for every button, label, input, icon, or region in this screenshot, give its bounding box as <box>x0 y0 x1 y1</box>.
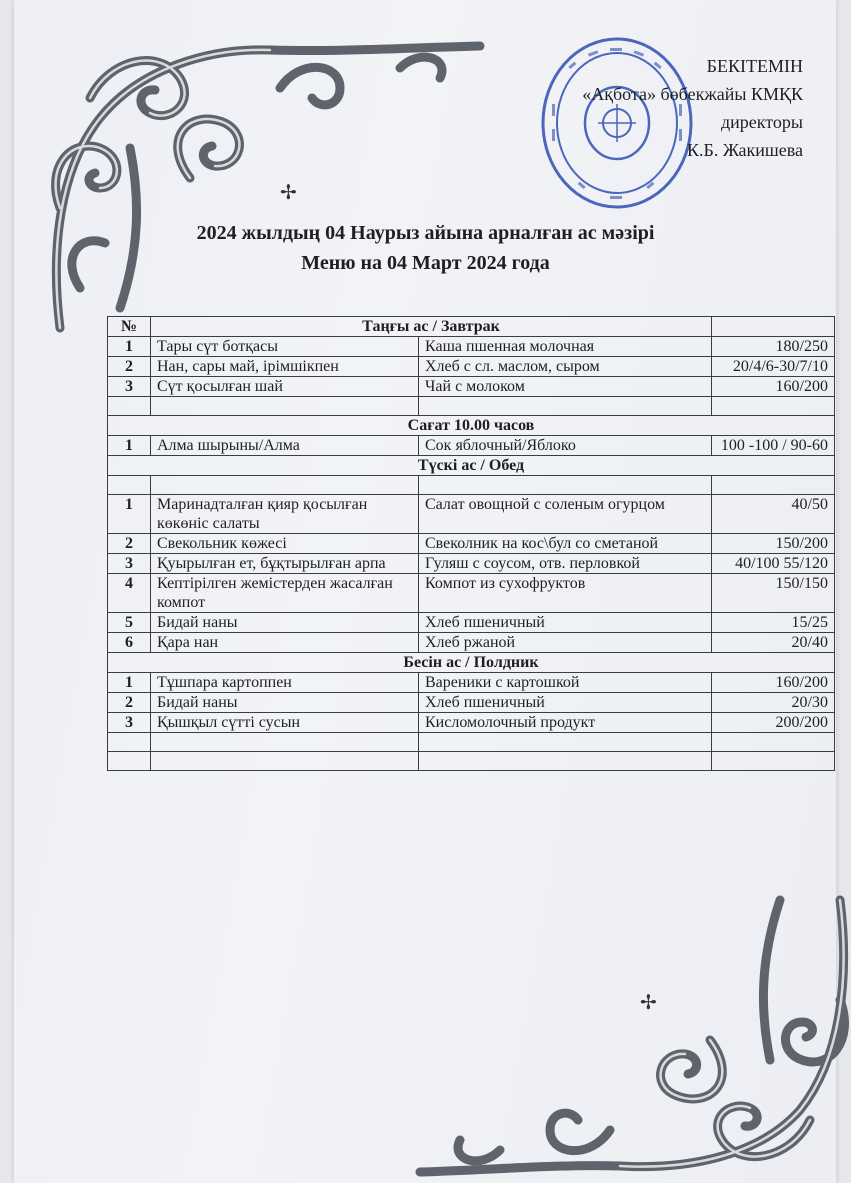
approval-line-3: директоры <box>720 112 803 132</box>
cell-quantity: 20/40 <box>712 633 835 653</box>
cell-quantity: 160/200 <box>712 377 835 397</box>
section-header-row <box>108 653 835 673</box>
cell-russian: Вареники с картошкой <box>419 673 712 693</box>
table-row <box>108 673 835 693</box>
cell-kazakh <box>151 476 419 495</box>
menu-table <box>107 316 835 771</box>
cell-kazakh: Алма шырыны/Алма <box>151 436 419 456</box>
cell-russian <box>419 476 712 495</box>
cell-kazakh: Қуырылған ет, бұқтырылған арпа <box>151 554 419 574</box>
cell-quantity: 40/100 55/120 <box>712 554 835 574</box>
cell-kazakh: Кептірілген жемістерден жасалған компот <box>151 574 419 613</box>
table-row <box>108 633 835 653</box>
section-header-row <box>108 416 835 436</box>
cell-quantity: 160/200 <box>712 673 835 693</box>
cell-num: 4 <box>108 574 151 613</box>
cell-num: 1 <box>108 495 151 534</box>
approval-line-2: «Ақбота» бөбекжайы КМҚК <box>582 84 803 104</box>
cell-kazakh <box>151 733 419 752</box>
title-kazakh: 2024 жылдың 04 Наурыз айына арналған ас мәзірі <box>196 222 655 244</box>
cell-num: 6 <box>108 633 151 653</box>
cell-quantity: 180/250 <box>712 337 835 357</box>
table-row <box>108 495 835 534</box>
cell-russian <box>419 733 712 752</box>
cell-russian: Хлеб с сл. маслом, сыром <box>419 357 712 377</box>
cross-mark-icon: ✢ <box>280 182 297 204</box>
table-row <box>108 436 835 456</box>
section-header-row <box>108 456 835 476</box>
cell-num <box>108 733 151 752</box>
cell-quantity <box>712 752 835 771</box>
title-russian: Меню на 04 Март 2024 года <box>301 252 550 274</box>
cell-num: 3 <box>108 713 151 733</box>
cell-russian <box>419 397 712 416</box>
cell-russian: Кисломолочный продукт <box>419 713 712 733</box>
section-title: Таңғы ас / Завтрак <box>151 317 712 337</box>
cell-kazakh: Нан, сары май, ірімшікпен <box>151 357 419 377</box>
cell-quantity: 100 -100 / 90-60 <box>712 436 835 456</box>
cell-num <box>108 397 151 416</box>
cell-num: 3 <box>108 554 151 574</box>
table-row <box>108 357 835 377</box>
cell-quantity: 150/150 <box>712 574 835 613</box>
section-title: Түскі ас / Обед <box>108 456 835 476</box>
cell-kazakh: Маринадталған қияр қосылған көкөніс салаты <box>151 495 419 534</box>
cell-russian: Хлеб пшеничный <box>419 693 712 713</box>
cell-quantity: 150/200 <box>712 534 835 554</box>
cell-num: 3 <box>108 377 151 397</box>
corner-ornament-bottom-right-icon <box>410 880 851 1183</box>
section-header-row <box>108 317 835 337</box>
cell-russian: Чай с молоком <box>419 377 712 397</box>
blank-row <box>108 752 835 771</box>
cell-russian: Сок яблочный/Яблоко <box>419 436 712 456</box>
cell-kazakh: Свекольник көжесі <box>151 534 419 554</box>
cell-russian: Свеколник на кос\бул со сметаной <box>419 534 712 554</box>
cell-quantity <box>712 317 835 337</box>
cell-russian: Каша пшенная молочная <box>419 337 712 357</box>
cell-russian: Гуляш с соусом, отв. перловкой <box>419 554 712 574</box>
cross-mark-icon: ✢ <box>640 992 657 1014</box>
cell-num <box>108 476 151 495</box>
cell-num: 2 <box>108 693 151 713</box>
cell-quantity <box>712 397 835 416</box>
cell-kazakh: Сүт қосылған шай <box>151 377 419 397</box>
table-row <box>108 574 835 613</box>
header-num: № <box>108 317 151 337</box>
cell-num: 5 <box>108 613 151 633</box>
cell-quantity <box>712 476 835 495</box>
cell-russian: Компот из сухофруктов <box>419 574 712 613</box>
cell-quantity <box>712 733 835 752</box>
cell-quantity: 20/30 <box>712 693 835 713</box>
cell-kazakh: Бидай наны <box>151 693 419 713</box>
cell-kazakh <box>151 752 419 771</box>
approval-block <box>582 52 803 164</box>
blank-row <box>108 733 835 752</box>
cell-kazakh: Қышқыл сүтті сусын <box>151 713 419 733</box>
cell-russian <box>419 752 712 771</box>
cell-num <box>108 752 151 771</box>
table-row <box>108 613 835 633</box>
cell-kazakh: Тары сүт ботқасы <box>151 337 419 357</box>
cell-num: 1 <box>108 337 151 357</box>
cell-russian: Хлеб пшеничный <box>419 613 712 633</box>
cell-num: 1 <box>108 436 151 456</box>
approval-line-4: К.Б. Жакишева <box>687 140 803 160</box>
cell-russian: Салат овощной с соленым огурцом <box>419 495 712 534</box>
cell-num: 1 <box>108 673 151 693</box>
table-row <box>108 337 835 357</box>
blank-row <box>108 476 835 495</box>
cell-quantity: 15/25 <box>712 613 835 633</box>
cell-kazakh: Қара нан <box>151 633 419 653</box>
section-title: Сағат 10.00 часов <box>108 416 835 436</box>
cell-kazakh: Бидай наны <box>151 613 419 633</box>
cell-kazakh <box>151 397 419 416</box>
table-row <box>108 693 835 713</box>
table-row <box>108 377 835 397</box>
cell-num: 2 <box>108 534 151 554</box>
cell-quantity: 20/4/6-30/7/10 <box>712 357 835 377</box>
approval-line-1: БЕКІТЕМІН <box>706 56 803 76</box>
cell-num: 2 <box>108 357 151 377</box>
blank-row <box>108 397 835 416</box>
table-row <box>108 713 835 733</box>
table-row <box>108 534 835 554</box>
cell-kazakh: Тұшпара картоппен <box>151 673 419 693</box>
section-title: Бесін ас / Полдник <box>108 653 835 673</box>
cell-quantity: 200/200 <box>712 713 835 733</box>
table-row <box>108 554 835 574</box>
cell-russian: Хлеб ржаной <box>419 633 712 653</box>
cell-quantity: 40/50 <box>712 495 835 534</box>
